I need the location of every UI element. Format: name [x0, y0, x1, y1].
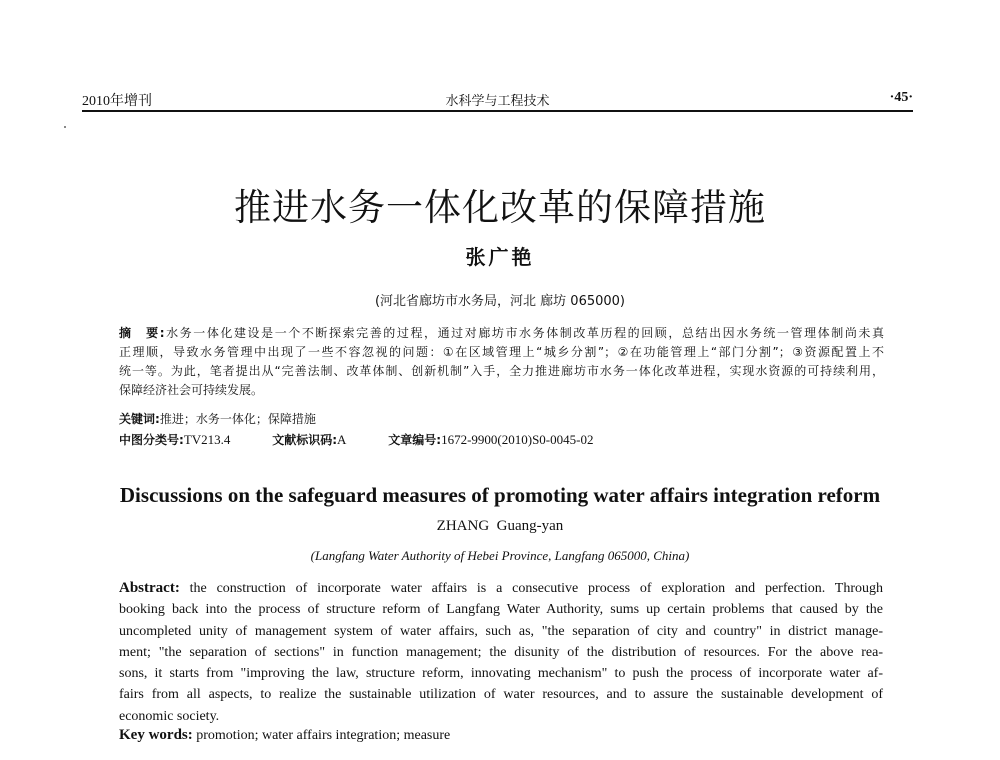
english-abstract-label: Abstract: — [119, 580, 180, 596]
chinese-affiliation: (河北省廊坊市水务局，河北 廊坊 065000) — [374, 294, 626, 309]
journal-name: 水科学与工程技术 — [445, 94, 550, 109]
english-abstract-line: Abstract: the construction of incorporate water affairs is a consecutive process of exploration and perfection. Through — [119, 580, 883, 596]
clc-number: 中图分类号:TV213.4 — [119, 432, 231, 447]
english-keywords — [119, 727, 450, 744]
chinese-keywords-value: 推进；水务一体化；保障措施 — [159, 412, 316, 426]
document-code: 文献标识码:A — [272, 432, 347, 447]
english-keywords-value: promotion; water affairs integration; measure — [196, 728, 451, 743]
english-abstract-line: fairs from all aspects, to realize the sustainable utilization of water resources, and to assure the sustainable development of — [119, 687, 883, 703]
page-number: ·45· — [889, 90, 913, 105]
english-affiliation: (Langfang Water Authority of Hebei Province, Langfang 065000, China) — [310, 548, 690, 563]
english-abstract-line: ment; "the separation of sections" in function management; the disunity of the distribution of resources. For the above rea- — [119, 644, 883, 660]
english-keywords-label: Key words: — [119, 727, 193, 743]
chinese-keywords-label: 关键词: — [119, 412, 160, 426]
english-abstract — [119, 578, 883, 727]
english-abstract-line: booking back into the process of structure reform of Langfang Water Authority, sums up certain problems that caused by the — [119, 602, 883, 618]
journal-issue: 2010年增刊 — [82, 94, 152, 109]
chinese-author: 张广艳 — [465, 245, 535, 269]
english-abstract-line: economic society. — [119, 708, 220, 724]
chinese-abstract-label: 摘 要: — [119, 326, 165, 340]
classification-info — [119, 430, 884, 450]
chinese-abstract-line: 摘 要:水务一体化建设是一个不断探索完善的过程，通过对廊坊市水务体制改革历程的回顾，总结出因水务统一管理体制尚未真 — [119, 326, 884, 340]
chinese-abstract-line: 保障经济社会可持续发展。 — [119, 383, 264, 397]
running-header — [82, 88, 913, 112]
chinese-title: 推进水务一体化改革的保障措施 — [234, 186, 766, 229]
chinese-abstract-line: 统一等。为此，笔者提出从“完善法制、改革体制、创新机制”入手，全力推进廊坊市水务一体化改革进程，实现水资源的可持续利用， — [119, 364, 884, 378]
chinese-abstract-line: 正理顺，导致水务管理中出现了一些不容忽视的问题：①在区域管理上“城乡分割”；②在功能管理上“部门分割”；③资源配置上不 — [119, 345, 884, 359]
chinese-abstract — [119, 324, 884, 400]
english-abstract-line: uncompleted unity of management system of water affairs, such as, "the separation of city and country" in district manage- — [119, 623, 883, 639]
english-title: Discussions on the safeguard measures of promoting water affairs integration reform — [119, 483, 881, 507]
scan-speck — [64, 126, 66, 128]
english-author: ZHANG Guang-yan — [436, 518, 564, 534]
article-number: 文章编号:1672-9900(2010)S0-0045-02 — [388, 432, 594, 447]
chinese-keywords — [119, 410, 884, 429]
english-abstract-line: sons, it starts from "improving the law, structure reform, innovating mechanism" to push the process of incorporate water af- — [119, 666, 883, 682]
